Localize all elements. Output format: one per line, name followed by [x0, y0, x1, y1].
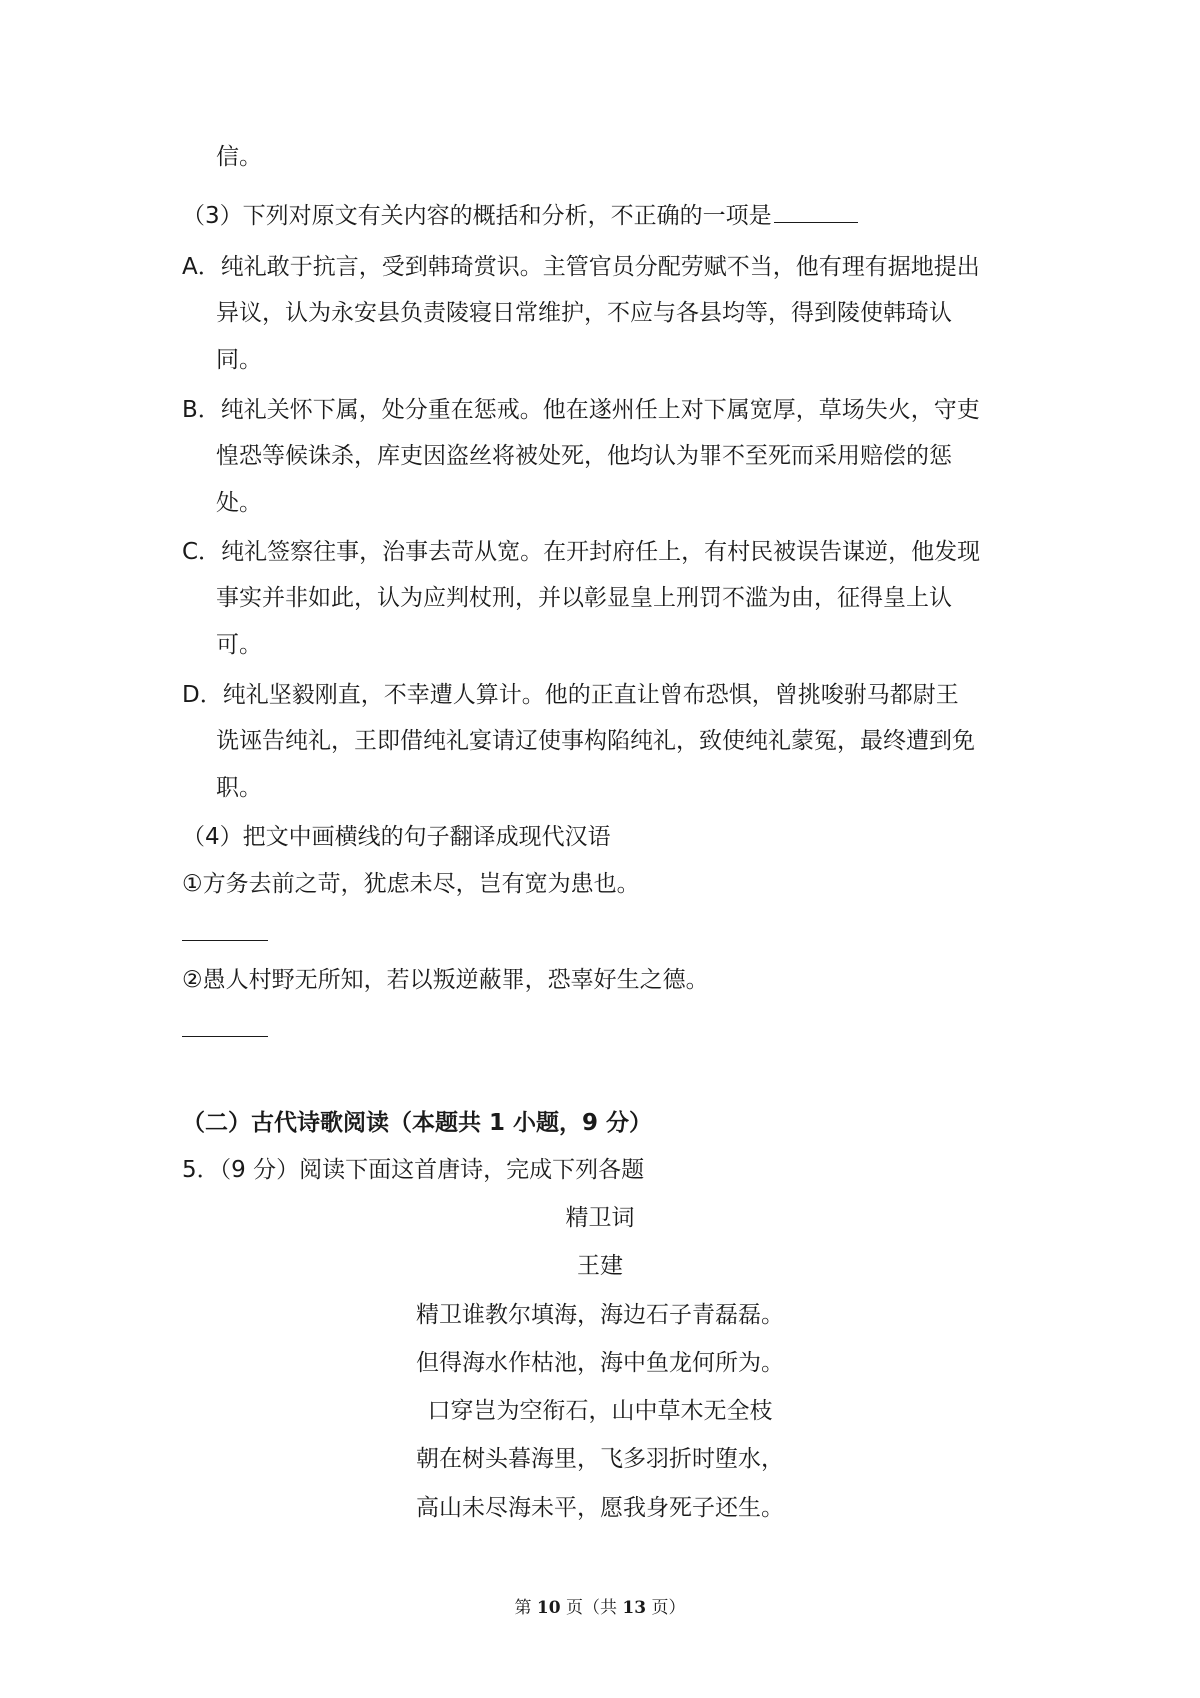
poem-line-4: 朝在树头暮海里，飞多羽折时堕水，	[416, 1446, 784, 1472]
poem-line-3: 口穿岂为空衔石，山中草木无全枝	[427, 1398, 773, 1424]
option-b-line-2: 惶恐等候诛杀，库吏因盗丝将被处死，他均认为罪不至死而采用赔偿的惩	[216, 443, 952, 469]
page-total: 13	[622, 1598, 647, 1618]
option-c-line-2: 事实并非如此，认为应判杖刑，并以彰显皇上刑罚不滥为由，征得皇上认	[216, 585, 952, 611]
answer-line-2	[182, 1036, 268, 1037]
option-d-line-2: 诜诬告纯礼，王即借纯礼宴请辽使事构陷纯礼，致使纯礼蒙冤，最终遭到免	[216, 728, 975, 754]
question-3-stem	[182, 200, 858, 231]
poem-author: 王建	[577, 1253, 623, 1279]
option-b-line-3: 处。	[216, 490, 262, 516]
option-a-label: A．	[182, 254, 221, 280]
answer-blank	[774, 200, 858, 223]
page-number: 10	[536, 1598, 561, 1618]
option-d-line-3: 职。	[216, 775, 262, 801]
page-footer: 第 10 页（共 13 页）	[514, 1598, 686, 1618]
option-a-line-2: 异议，认为永安县负责陵寝日常维护，不应与各县均等，得到陵使韩琦认	[216, 300, 952, 326]
question-3-text: （3）下列对原文有关内容的概括和分析，不正确的一项是	[182, 203, 772, 229]
option-a-line-3: 同。	[216, 347, 262, 373]
poem-line-5: 高山未尽海未平，愿我身死子还生。	[416, 1495, 784, 1521]
poem-line-1: 精卫谁教尔填海，海边石子青磊磊。	[416, 1302, 784, 1328]
option-d-line-1: D．纯礼坚毅刚直，不幸遭人算计。他的正直让曾布恐惧，曾挑唆驸马都尉王	[182, 682, 959, 708]
prev-paragraph-tail: 信。	[216, 144, 262, 170]
poem-title: 精卫词	[565, 1205, 635, 1231]
option-c-label: C．	[182, 539, 222, 565]
answer-line-1	[182, 940, 268, 941]
option-d-label: D．	[182, 682, 223, 708]
poem-line-2: 但得海水作枯池，海中鱼龙何所为。	[416, 1350, 784, 1376]
question-5-stem: 5．（9 分）阅读下面这首唐诗，完成下列各题	[182, 1157, 645, 1183]
option-c-line-1: C．纯礼签察往事，治事去苛从宽。在开封府任上，有村民被误告谋逆，他发现	[182, 539, 981, 565]
option-b-line-1: B．纯礼关怀下属，处分重在惩戒。他在遂州任上对下属宽厚，草场失火，守吏	[182, 397, 980, 423]
option-c-line-3: 可。	[216, 632, 262, 658]
translation-sentence-2: ②愚人村野无所知，若以叛逆蔽罪，恐辜好生之德。	[182, 967, 709, 993]
translation-sentence-1: ①方务去前之苛，犹虑未尽，岂有宽为患也。	[182, 871, 640, 897]
option-b-label: B．	[182, 397, 221, 423]
section-heading: （二）古代诗歌阅读（本题共 1 小题，9 分）	[182, 1110, 653, 1136]
question-4-stem: （4）把文中画横线的句子翻译成现代汉语	[182, 824, 611, 850]
option-a-line-1: A．纯礼敢于抗言，受到韩琦赏识。主管官员分配劳赋不当，他有理有据地提出	[182, 254, 980, 280]
